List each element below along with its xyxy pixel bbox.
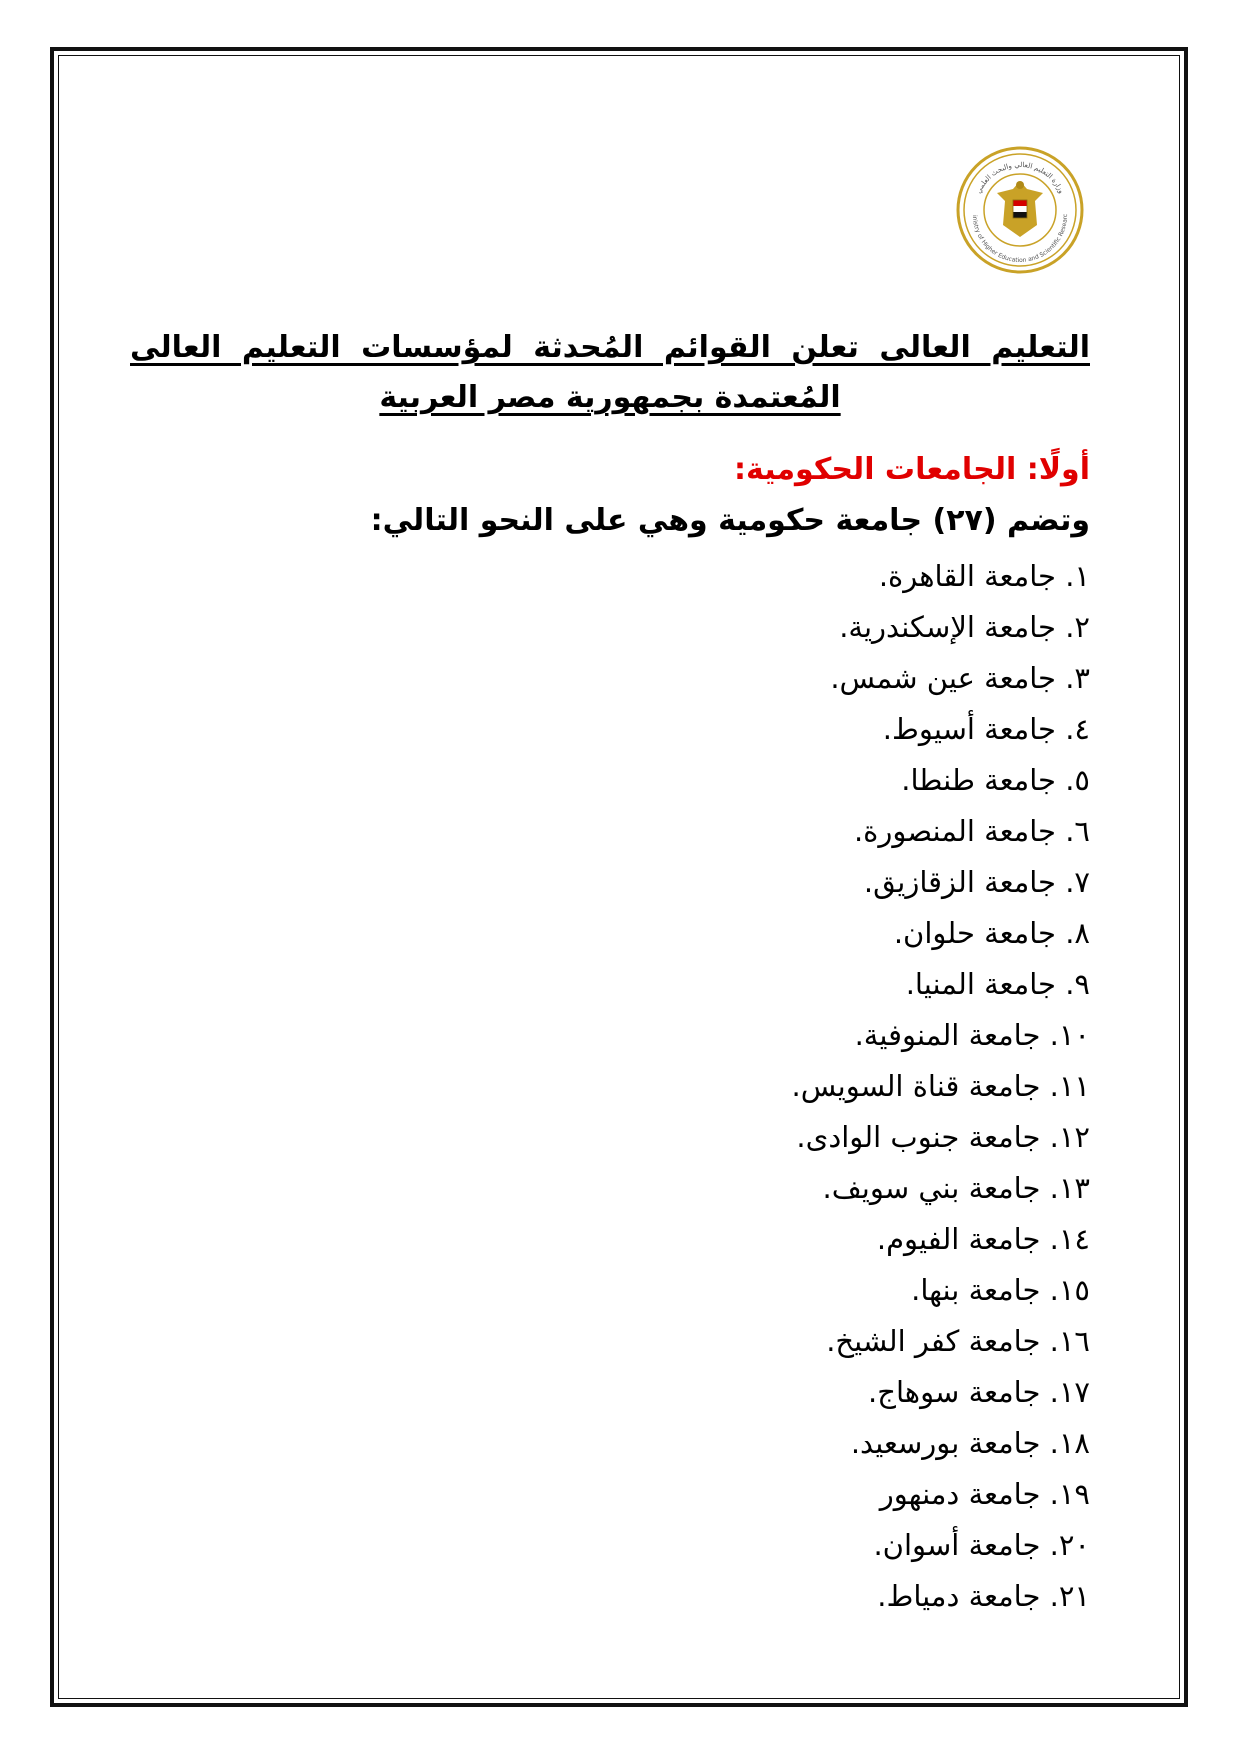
list-item-text: جامعة سوهاج. <box>868 1375 1041 1409</box>
list-item-text: جامعة الفيوم. <box>876 1222 1041 1256</box>
list-item-separator: . <box>1055 559 1075 593</box>
list-item-number: ٣ <box>1074 661 1090 695</box>
list-item-number: ١٢ <box>1058 1120 1090 1154</box>
list-item <box>130 1469 1090 1520</box>
list-item-number: ١٩ <box>1058 1477 1090 1511</box>
list-item-text: جامعة المنيا. <box>905 967 1056 1001</box>
list-item-separator: . <box>1040 1273 1059 1307</box>
list-item <box>130 551 1090 602</box>
list-item-number: ١٦ <box>1058 1324 1090 1358</box>
list-item-separator: . <box>1040 1324 1059 1358</box>
list-item-separator: . <box>1040 1477 1059 1511</box>
list-item-number: ٢ <box>1074 610 1090 644</box>
list-item-number: ١ <box>1074 559 1090 593</box>
list-item-text: جامعة بنها. <box>911 1273 1041 1307</box>
list-item-text: جامعة القاهرة. <box>878 559 1056 593</box>
list-item-separator: . <box>1055 712 1075 746</box>
list-item-text: جامعة كفر الشيخ. <box>826 1324 1041 1358</box>
document-title: التعليم العالى تعلن القوائم المُحدثة لمؤسسات التعليم العالى المُعتمدة بجمهورية مصر العربية <box>130 330 1090 415</box>
list-item-number: ١٣ <box>1058 1171 1090 1205</box>
list-item <box>130 1112 1090 1163</box>
list-item <box>130 1214 1090 1265</box>
list-item-separator: . <box>1055 661 1075 695</box>
list-item-separator: . <box>1040 1171 1059 1205</box>
list-item <box>130 1418 1090 1469</box>
list-item <box>130 1163 1090 1214</box>
list-item-separator: . <box>1040 1018 1059 1052</box>
list-item-number: ٩ <box>1074 967 1090 1001</box>
section-heading: أولًا: الجامعات الحكومية: <box>734 452 1090 487</box>
list-item-text: جامعة طنطا. <box>901 763 1056 797</box>
list-item-separator: . <box>1055 967 1075 1001</box>
university-list <box>130 551 1090 1622</box>
list-item-text: جامعة جنوب الوادى. <box>796 1120 1041 1154</box>
seal-english-text: inistry of Higher Education and Scientific Researc <box>970 213 1070 265</box>
list-item <box>130 1520 1090 1571</box>
list-item-number: ١١ <box>1058 1069 1090 1103</box>
list-item-text: جامعة أسيوط. <box>882 712 1056 746</box>
list-item <box>130 908 1090 959</box>
list-item-separator: . <box>1040 1222 1059 1256</box>
list-item-number: ٥ <box>1074 763 1090 797</box>
list-item-separator: . <box>1040 1375 1059 1409</box>
list-item-separator: . <box>1055 916 1075 950</box>
list-item-text: جامعة دمياط. <box>877 1579 1041 1613</box>
list-item-text: جامعة بورسعيد. <box>850 1426 1041 1460</box>
seal-arabic-text: وزارة التعليم العالي والبحث العلمي <box>974 160 1066 195</box>
list-item-text: جامعة المنصورة. <box>853 814 1056 848</box>
list-item <box>130 1010 1090 1061</box>
list-item-number: ٢١ <box>1058 1579 1090 1613</box>
list-item <box>130 857 1090 908</box>
list-item-separator: . <box>1055 763 1075 797</box>
list-item-number: ٨ <box>1074 916 1090 950</box>
list-item <box>130 1367 1090 1418</box>
list-item-separator: . <box>1055 865 1075 899</box>
list-item <box>130 653 1090 704</box>
list-item <box>130 1316 1090 1367</box>
list-item-number: ١٠ <box>1058 1018 1090 1052</box>
list-item-separator: . <box>1040 1120 1059 1154</box>
list-item <box>130 806 1090 857</box>
list-item-text: جامعة عين شمس. <box>830 661 1056 695</box>
list-item-number: ٧ <box>1074 865 1090 899</box>
section-intro: وتضم (٢٧) جامعة حكومية وهي على النحو التالي: <box>370 503 1090 538</box>
list-item-separator: . <box>1055 610 1075 644</box>
list-item-text: جامعة أسوان. <box>873 1528 1041 1562</box>
list-item-text: جامعة دمنهور <box>879 1477 1041 1511</box>
list-item-text: جامعة الإسكندرية. <box>839 610 1056 644</box>
list-item-number: ١٥ <box>1058 1273 1090 1307</box>
list-item-text: جامعة حلوان. <box>893 916 1056 950</box>
list-item-number: ٦ <box>1074 814 1090 848</box>
list-item-number: ٤ <box>1074 712 1090 746</box>
list-item-separator: . <box>1040 1528 1059 1562</box>
list-item <box>130 1061 1090 1112</box>
list-item <box>130 1265 1090 1316</box>
list-item-number: ١٧ <box>1058 1375 1090 1409</box>
list-item-separator: . <box>1040 1426 1059 1460</box>
list-item <box>130 1571 1090 1622</box>
list-item-text: جامعة بني سويف. <box>822 1171 1041 1205</box>
ministry-seal-logo <box>955 145 1085 275</box>
list-item-number: ٢٠ <box>1058 1528 1090 1562</box>
list-item-number: ١٨ <box>1058 1426 1090 1460</box>
list-item-number: ١٤ <box>1058 1222 1090 1256</box>
list-item-separator: . <box>1040 1069 1059 1103</box>
list-item-separator: . <box>1055 814 1075 848</box>
list-item <box>130 959 1090 1010</box>
list-item-text: جامعة قناة السويس. <box>791 1069 1041 1103</box>
list-item <box>130 602 1090 653</box>
list-item-text: جامعة المنوفية. <box>854 1018 1041 1052</box>
list-item <box>130 755 1090 806</box>
list-item-text: جامعة الزقازيق. <box>863 865 1056 899</box>
list-item-separator: . <box>1040 1579 1059 1613</box>
list-item <box>130 704 1090 755</box>
